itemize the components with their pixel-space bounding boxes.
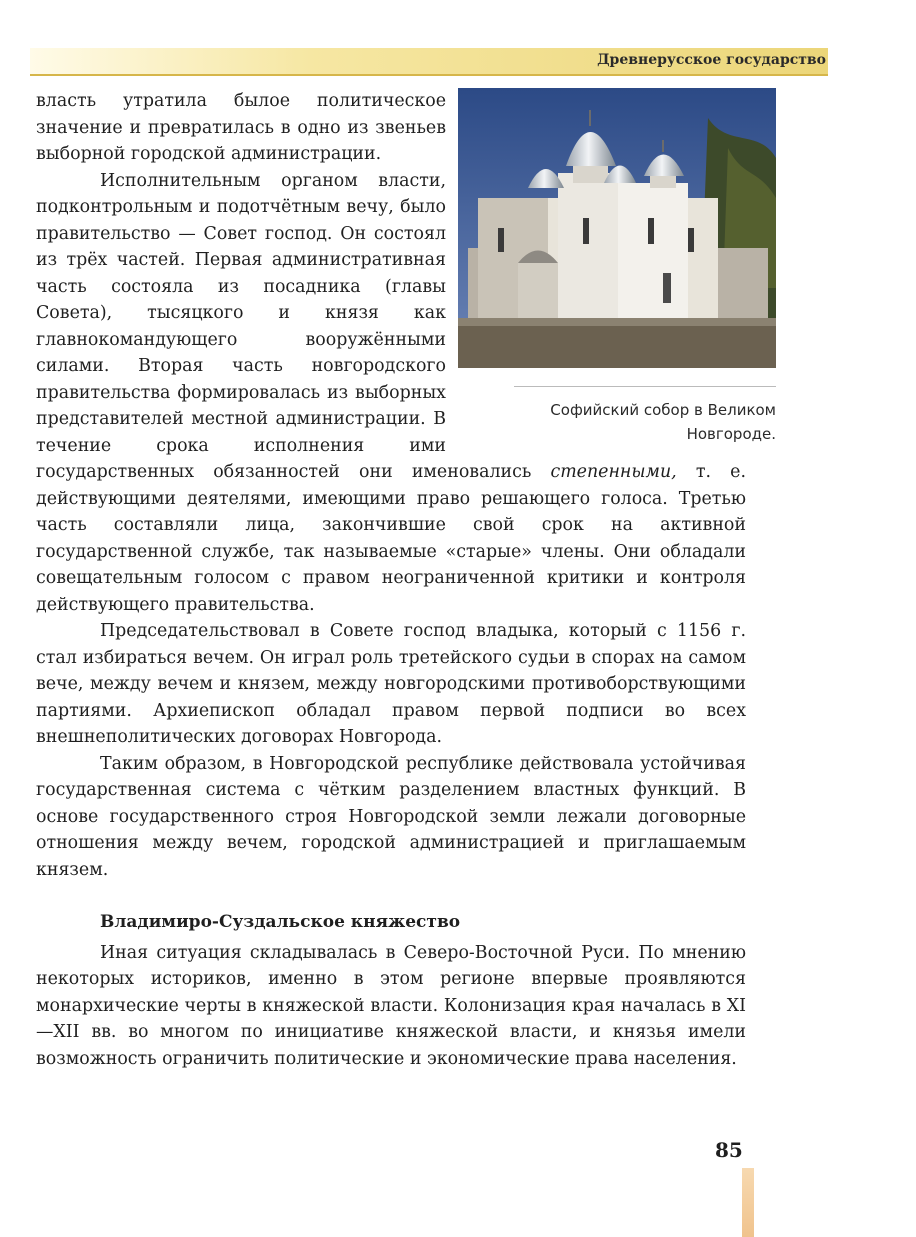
running-header-title: Древнерусское государство [597,52,826,68]
paragraph-2-end: т. е. действующими деятелями, имеющими право решающего голоса. Третью часть составляли лица, закончившие свой срок на активной государственной службе, так называемые «старые» члены. Они обладали совещательным голосом с правом неограниченной критики и контроля действующего правительства. [36,462,746,615]
figure-caption: Софийский собор в Великом Новгороде. [550,401,776,443]
paragraph-2-text: Исполнительным органом власти, подконтрольным и подотчётным вечу, было правительство — Совет господ. Он состоял из трёх частей. Первая административная часть состояла из посадника (главы Совета), тысяцкого и князя как главнокомандующего вооружёнными силами. Вторая часть новгородского правительства формировалась из выборных представителей местной администрации. В течение срока исполнения ими государственных обязанностей они именовались [36,170,532,482]
header-rule [30,74,828,76]
figure [458,88,782,458]
paragraph-1: власть утратила былое политическое значение и превратилась в одно из звеньев выборной городской администрации. [36,91,446,164]
paragraph-4: Таким образом, в Новгородской республике действовала устойчивая государственная система с чётким разделением властных функций. В основе государственного строя Новгородской земли лежали договорные отношения между вечем, городской администрацией и приглашаемым князем. [36,753,746,880]
paragraph-3: Председательствовал в Совете господ владыка, который с 1156 г. стал избираться вечем. Он играл роль третейского судьи в спорах на самом вече, между вечем и князем, между новгородскими противоборствующими партиями. Архиепископ обладал правом первой подписи во всех внешнеполитических договорах Новгорода. [36,621,746,747]
paragraph-5: Иная ситуация складывалась в Северо-Восточной Руси. По мнению некоторых историков, именно в этом регионе впервые проявляются монархические черты в княжеской власти. Колонизация края началась в XI—XII вв. во многом по инициативе княжеской власти, и князья имели возможность ограничить политические и экономические права населения. [36,942,746,1069]
caption-rule [514,386,776,387]
page-body [36,88,776,1072]
paragraph-2-italic: степенными, [550,462,677,482]
section-heading: Владимиро-Суздальское княжество [100,912,461,932]
page-number: 85 [715,1138,743,1162]
page-edge-tab [742,1168,754,1237]
cathedral-photo [458,88,776,368]
